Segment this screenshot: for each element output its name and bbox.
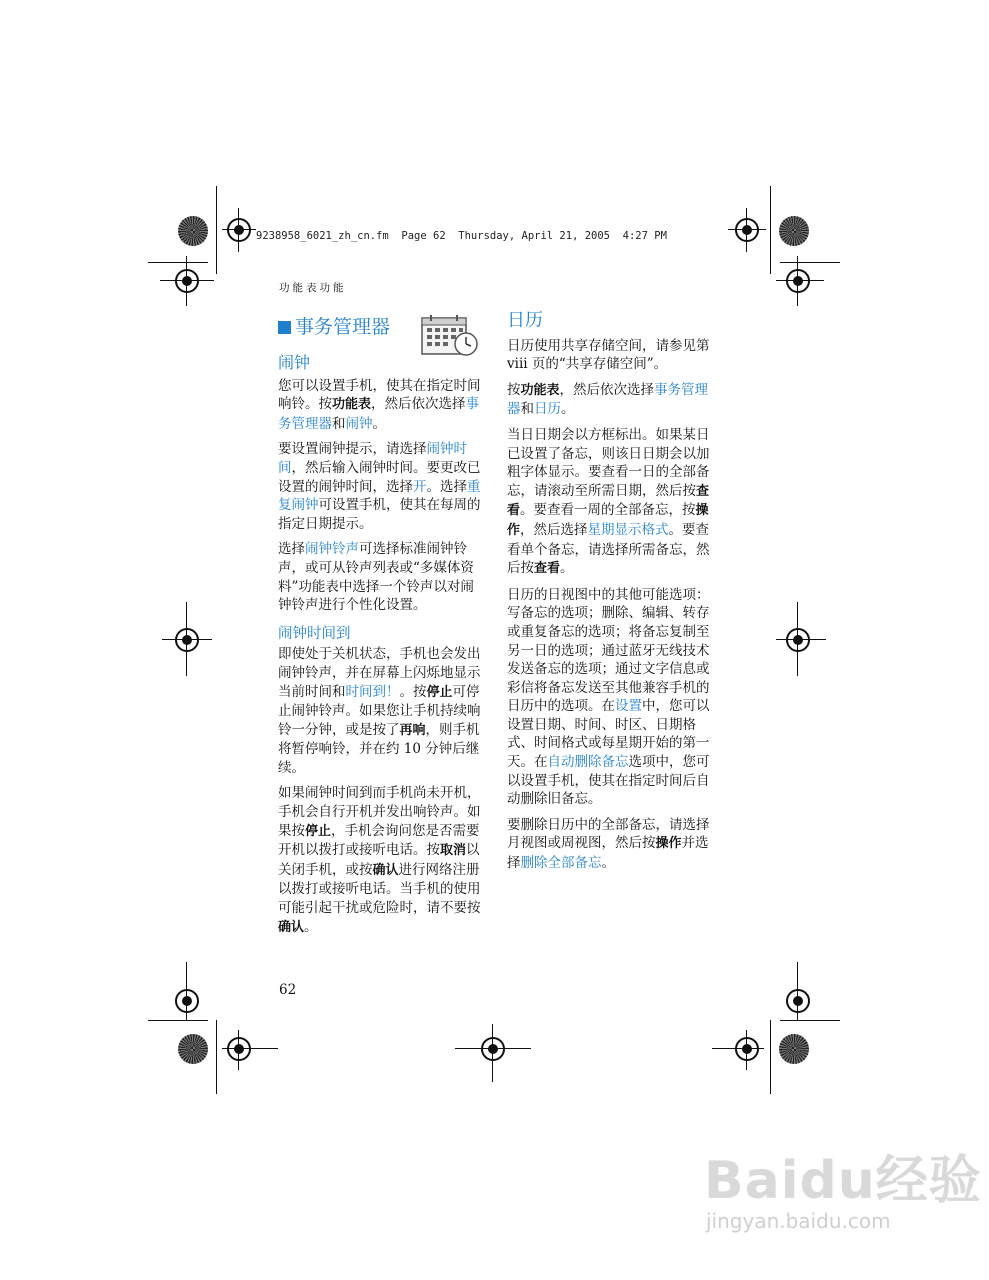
baidu-watermark <box>704 1138 982 1233</box>
registration-mark <box>786 269 810 293</box>
calendar-paragraph-4: 日历的日视图中的其他可能选项：写备忘的选项；删除、编辑、转存或重复备忘的选项；将备忘复制至另一日的选项；通过蓝牙无线技术发送备忘的选项；通过文字信息或彩信将备忘发送至其他兼容手机的日历中的选项。在设置中，您可以设置日期、时间、时区、日期格式、时间格式或每星期开始的第一天。在自动删除备忘选项中，您可以设置手机，使其在指定时间后自动删除旧备忘。 <box>507 586 710 808</box>
page-number: 62 <box>279 982 297 998</box>
watermark-brand: Baidu经验 <box>704 1151 982 1211</box>
registration-mark <box>735 1037 759 1061</box>
registration-mark <box>481 1037 505 1061</box>
alarm-time-up-paragraph-1: 即使处于关机状态，手机也会发出闹钟铃声，并在屏幕上闪烁地显示当前时间和时间到！。按停止可停止闹钟铃声。如果您让手机持续响铃一分钟，或是按了再响，则手机将暂停响铃，并在约 10 分钟后继续。 <box>278 646 481 776</box>
watermark-url: jingyan.baidu.com <box>706 1209 891 1233</box>
color-bar-disc <box>178 216 208 246</box>
calendar-clock-icon <box>421 313 479 357</box>
alarm-time-up-heading: 闹钟时间到 <box>278 625 351 642</box>
file-info-line: 9238958_6021_zh_cn.fm Page 62 Thursday, April 21, 2005 4:27 PM <box>256 230 667 242</box>
registration-mark <box>735 218 759 242</box>
color-bar-disc <box>779 216 809 246</box>
registration-mark <box>175 628 199 652</box>
alarm-paragraph-2: 要设置闹钟提示，请选择闹钟时间，然后输入闹钟时间。要更改已设置的闹钟时间，选择开。选择重复闹钟可设置手机，使其在每周的指定日期提示。 <box>278 441 481 532</box>
calendar-paragraph-5: 要删除日历中的全部备忘，请选择月视图或周视图，然后按操作并选择删除全部备忘。 <box>507 816 710 872</box>
color-bar-disc <box>178 1034 208 1064</box>
registration-mark <box>175 989 199 1013</box>
registration-mark <box>175 269 199 293</box>
color-bar-disc <box>779 1034 809 1064</box>
alarm-paragraph-1: 您可以设置手机，使其在指定时间响铃。按功能表，然后依次选择事务管理器和闹钟。 <box>278 377 481 432</box>
registration-mark <box>786 628 810 652</box>
registration-mark <box>786 989 810 1013</box>
calendar-paragraph-3: 当日日期会以方框标出。如果某日已设置了备忘，则该日日期会以加粗字体显示。要查看一日的全部备忘，请滚动至所需日期，然后按查看。要查看一周的全部备忘，按操作，然后选择星期显示格式。要查看单个备忘，请选择所需备忘，然后按查看。 <box>507 426 710 577</box>
alarm-paragraph-3: 选择闹钟铃声可选择标准闹钟铃声，或可从铃声列表或“多媒体资料”功能表中选择一个铃声以对闹钟铃声进行个性化设置。 <box>278 541 474 614</box>
section-title: 事务管理器 <box>278 312 390 339</box>
running-header: 功能表功能 <box>279 282 347 294</box>
right-column <box>507 312 712 880</box>
square-bullet-icon <box>278 321 291 334</box>
alarm-time-up-paragraph-2: 如果闹钟时间到而手机尚未开机，手机会自行开机并发出响铃声。如果按停止，手机会询问您是否需要开机以拨打或接听电话。按取消以关闭手机，或按确认进行网络注册以拨打或接听电话。当手机的使用可能引起干扰或危险时，请不要按确认。 <box>278 785 481 935</box>
calendar-paragraph-2: 按功能表，然后依次选择事务管理器和日历。 <box>507 381 709 418</box>
calendar-heading: 日历 <box>507 310 543 331</box>
registration-mark <box>227 1037 251 1061</box>
registration-mark <box>227 218 251 242</box>
left-column <box>278 354 483 944</box>
alarm-heading: 闹钟 <box>278 353 311 372</box>
calendar-paragraph-1: 日历使用共享存储空间，请参见第 viii 页的“共享存储空间”。 <box>507 337 710 373</box>
